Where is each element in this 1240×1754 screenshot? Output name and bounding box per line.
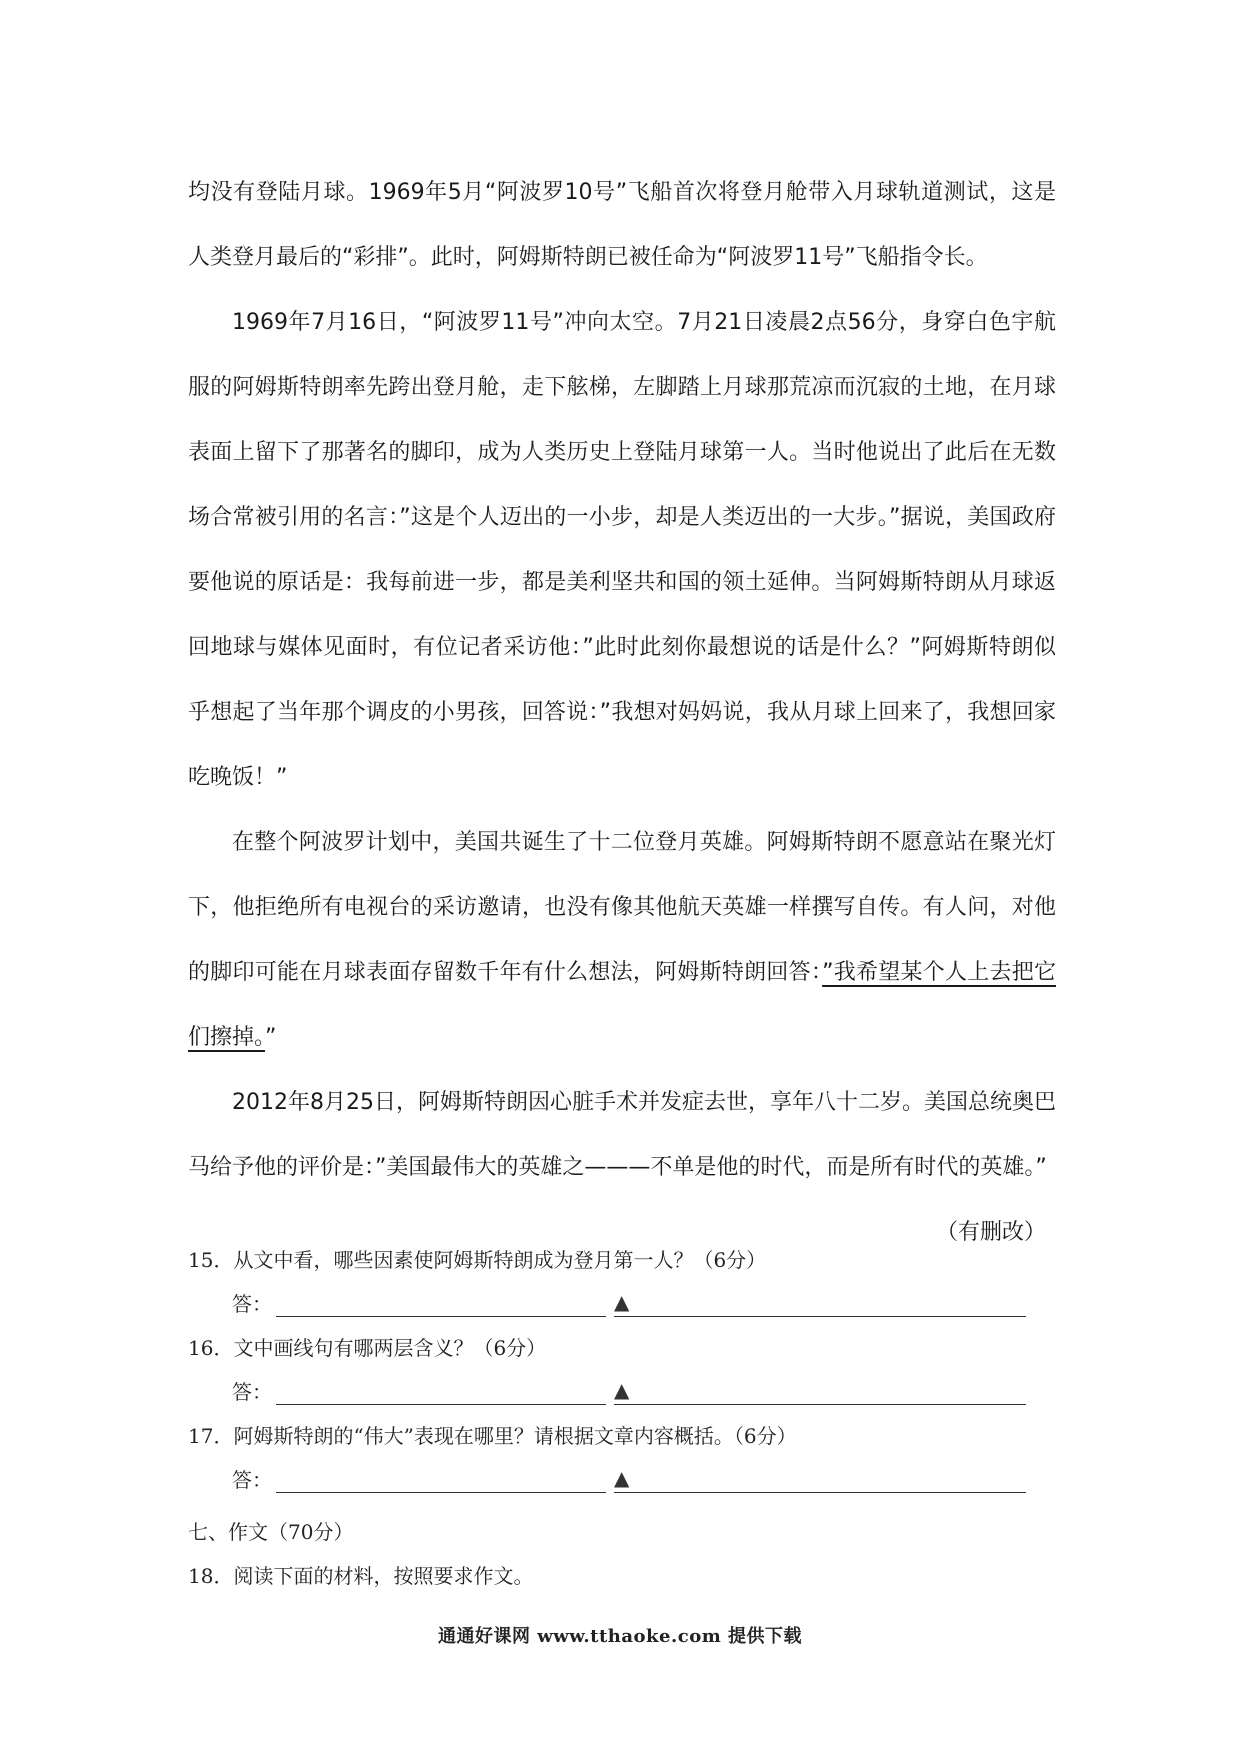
reading-passage bbox=[188, 160, 1056, 1265]
answer-row-16 bbox=[188, 1370, 1048, 1414]
answer-label: 答： bbox=[232, 1380, 272, 1404]
answer-label: 答： bbox=[232, 1468, 272, 1492]
question-17: 17．阿姆斯特朗的“伟大”表现在哪里？请根据文章内容概括。（6分） bbox=[188, 1424, 797, 1448]
answer-row-15 bbox=[188, 1282, 1048, 1326]
closing-quote: ” bbox=[265, 1025, 277, 1050]
passage-paragraph-1: 均没有登陆月球。1969年5月“阿波罗10号”飞船首次将登月舱带入月球轨道测试，这是人类登月最后的“彩排”。此时，阿姆斯特朗已被任命为“阿波罗11号”飞船指令长。 bbox=[188, 180, 1056, 270]
answer-blank-line[interactable] bbox=[276, 1316, 606, 1317]
question-16: 16．文中画线句有哪两层含义？（6分） bbox=[188, 1336, 547, 1360]
section-heading-composition: 七、作文（70分） bbox=[188, 1520, 354, 1544]
passage-paragraph-3-text: 在整个阿波罗计划中，美国共诞生了十二位登月英雄。阿姆斯特朗不愿意站在聚光灯下，他拒绝所有电视台的采访邀请，也没有像其他航天英雄一样撰写自传。有人问，对他的脚印可能在月球表面存留数千年有什么想法，阿姆斯特朗回答： bbox=[188, 830, 1056, 985]
triangle-marker-icon: ▲ bbox=[614, 1378, 630, 1402]
question-section bbox=[188, 1238, 1048, 1598]
question-18: 18．阅读下面的材料，按照要求作文。 bbox=[188, 1564, 534, 1588]
underlined-sentence: ”我希望某个人上去把它们擦掉。 bbox=[188, 960, 1056, 1050]
answer-blank-line[interactable] bbox=[614, 1316, 1026, 1317]
answer-label: 答： bbox=[232, 1292, 272, 1316]
page-footer: 通通好课网 www.tthaoke.com 提供下载 bbox=[437, 1626, 803, 1647]
triangle-marker-icon: ▲ bbox=[614, 1290, 630, 1314]
passage-paragraph-2: 1969年7月16日，“阿波罗11号”冲向太空。7月21日凌晨2点56分，身穿白色宇航服的阿姆斯特朗率先跨出登月舱，走下舷梯，左脚踏上月球那荒凉而沉寂的土地，在月球表面上留下了那著名的脚印，成为人类历史上登陆月球第一人。当时他说出了此后在无数场合常被引用的名言：”这是个人迈出的一小步，却是人类迈出的一大步。”据说，美国政府要他说的原话是：我每前进一步，都是美利坚共和国的领土延伸。当阿姆斯特朗从月球返回地球与媒体见面时，有位记者采访他：”此时此刻你最想说的话是什么？”阿姆斯特朗似乎想起了当年那个调皮的小男孩，回答说：”我想对妈妈说，我从月球上回来了，我想回家吃晚饭！” bbox=[188, 310, 1056, 790]
passage-paragraph-3 bbox=[188, 810, 1056, 1070]
question-15: 15．从文中看，哪些因素使阿姆斯特朗成为登月第一人？（6分） bbox=[188, 1248, 767, 1272]
answer-blank-line[interactable] bbox=[276, 1492, 606, 1493]
passage-paragraph-4: 2012年8月25日，阿姆斯特朗因心脏手术并发症去世，享年八十二岁。美国总统奥巴马给予他的评价是：”美国最伟大的英雄之———不单是他的时代，而是所有时代的英雄。” bbox=[188, 1090, 1056, 1180]
source-note: （有删改） bbox=[935, 1220, 1046, 1245]
answer-blank-line[interactable] bbox=[614, 1404, 1026, 1405]
answer-blank-line[interactable] bbox=[614, 1492, 1026, 1493]
answer-row-17 bbox=[188, 1458, 1048, 1502]
triangle-marker-icon: ▲ bbox=[614, 1466, 630, 1490]
answer-blank-line[interactable] bbox=[276, 1404, 606, 1405]
